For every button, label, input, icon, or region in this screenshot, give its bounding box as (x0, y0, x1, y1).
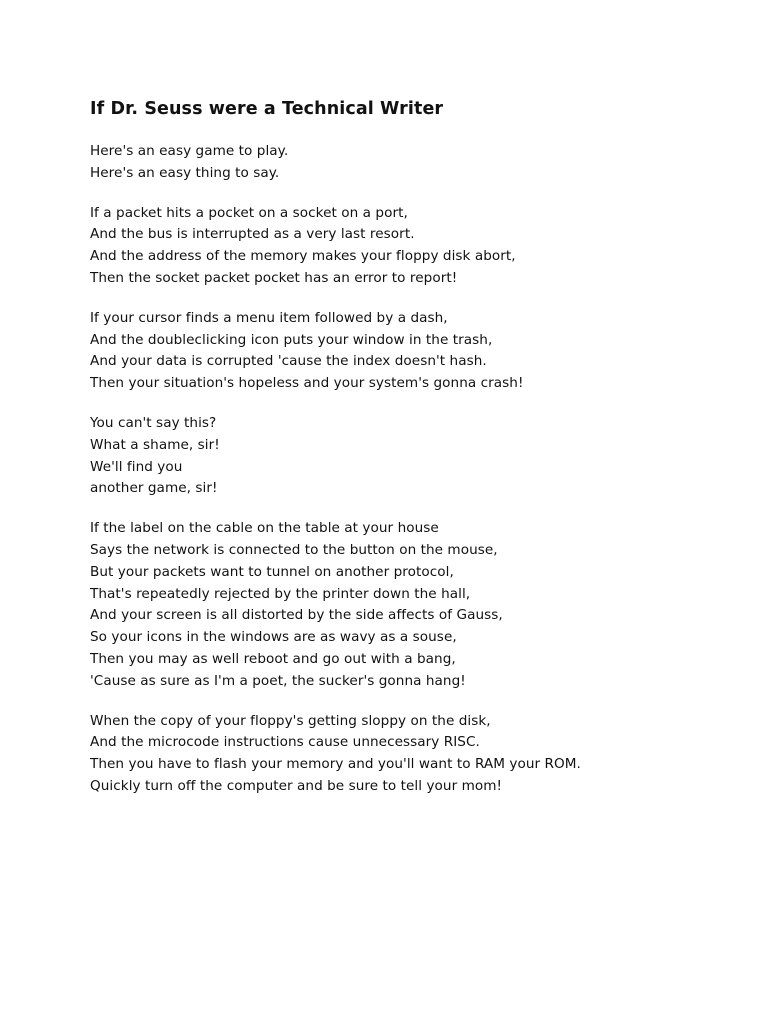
poem-line: Here's an easy thing to say. (90, 164, 280, 181)
poem-stanza (90, 203, 750, 290)
poem-line: We'll find you (90, 458, 183, 475)
poem-stanza (90, 413, 750, 500)
poem-line: And the doubleclicking icon puts your window in the trash, (90, 331, 493, 348)
poem-stanza (90, 518, 750, 692)
poem-line: When the copy of your floppy's getting sloppy on the disk, (90, 712, 491, 729)
poem-line: That's repeatedly rejected by the printer down the hall, (90, 585, 471, 602)
poem-body (90, 141, 750, 798)
poem-line: If the label on the cable on the table at your house (90, 520, 439, 537)
poem-line: Then you may as well reboot and go out with a bang, (90, 650, 456, 667)
poem-line: 'Cause as sure as I'm a poet, the sucker's gonna hang! (90, 672, 466, 689)
poem-line: So your icons in the windows are as wavy as a souse, (90, 629, 457, 646)
poem-line: And the microcode instructions cause unnecessary RISC. (90, 734, 480, 751)
poem-line: Says the network is connected to the button on the mouse, (90, 541, 498, 558)
poem-line: If your cursor finds a menu item followed by a dash, (90, 309, 448, 326)
poem-line: And the address of the memory makes your floppy disk abort, (90, 248, 516, 265)
poem-line: You can't say this? (90, 414, 217, 431)
poem-line: Quickly turn off the computer and be sure to tell your mom! (90, 777, 503, 794)
poem-stanza (90, 711, 750, 798)
poem-line: And your data is corrupted 'cause the index doesn't hash. (90, 353, 487, 370)
poem-line: another game, sir! (90, 480, 218, 497)
poem-line: Then your situation's hopeless and your system's gonna crash! (90, 375, 524, 392)
poem-stanza (90, 308, 750, 395)
poem-line: Here's an easy game to play. (90, 143, 289, 159)
poem-stanza (90, 141, 750, 185)
poem-line: And the bus is interrupted as a very last resort. (90, 226, 415, 243)
document-page (90, 96, 750, 816)
poem-line: If a packet hits a pocket on a socket on a port, (90, 204, 408, 221)
poem-line: But your packets want to tunnel on another protocol, (90, 563, 454, 580)
document-title: If Dr. Seuss were a Technical Writer (90, 99, 444, 119)
poem-line: And your screen is all distorted by the side affects of Gauss, (90, 607, 503, 624)
poem-line: Then the socket packet pocket has an error to report! (90, 269, 458, 286)
poem-line: Then you have to flash your memory and you'll want to RAM your ROM. (90, 756, 581, 773)
poem-line: What a shame, sir! (90, 436, 220, 453)
